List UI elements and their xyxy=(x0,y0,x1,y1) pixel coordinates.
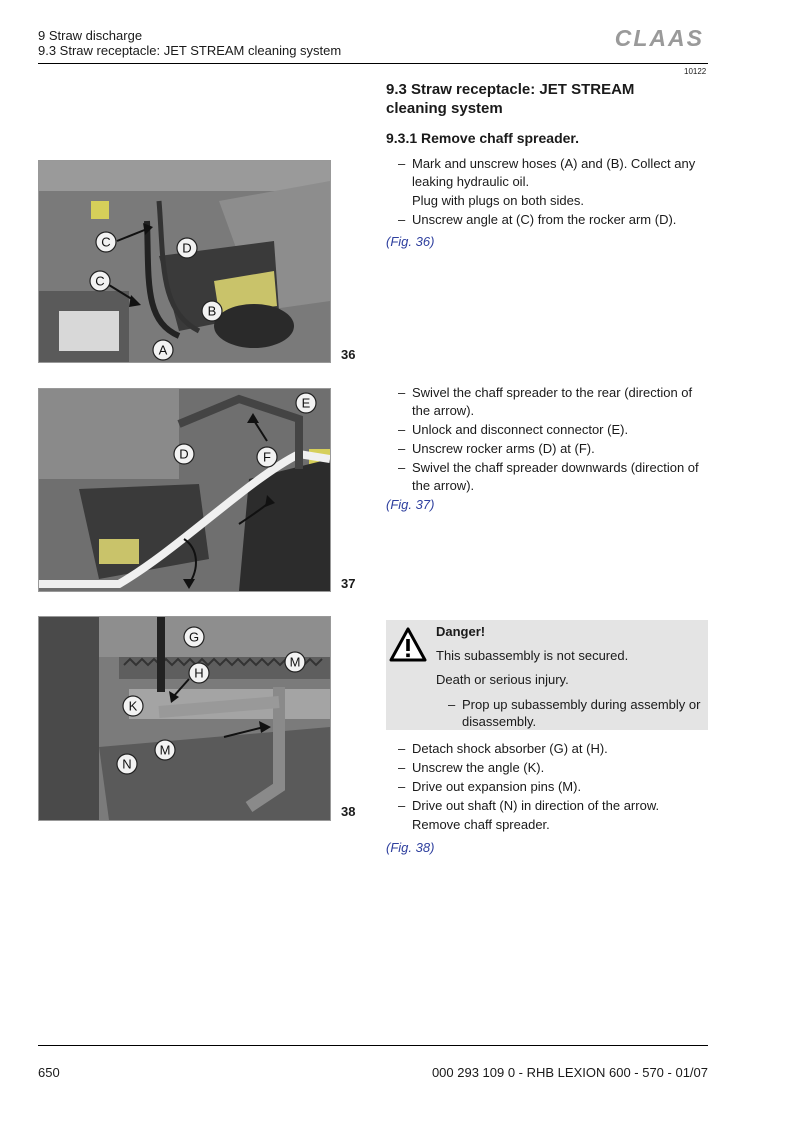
page-number: 650 xyxy=(38,1065,60,1080)
danger-text-2: Death or serious injury. xyxy=(436,672,569,687)
svg-text:E: E xyxy=(301,395,311,411)
step: Remove chaff spreader. xyxy=(412,817,550,832)
step: – Swivel the chaff spreader to the rear (direction of the arrow). xyxy=(398,385,693,418)
figure-37-image xyxy=(38,388,331,592)
figure-38-image xyxy=(38,616,331,821)
step: – Mark and unscrew hoses (A) and (B). Collect any leaking hydraulic oil. xyxy=(398,156,696,189)
step: – Unscrew the angle (K). xyxy=(398,760,545,775)
footer-document-id: 000 293 109 0 - RHB LEXION 600 - 570 - 01/07 xyxy=(431,1065,708,1080)
figure-number-38: 38 xyxy=(341,804,356,819)
danger-item: – Prop up subassembly during assembly or disassembly. xyxy=(448,697,701,729)
svg-text:D: D xyxy=(179,446,189,462)
doc-code: 10122 xyxy=(684,67,707,76)
step: – Unscrew angle at (C) from the rocker arm (D). xyxy=(398,212,677,227)
figure-reference-37[interactable]: (Fig. 37) xyxy=(386,497,435,512)
header-section: 9.3 Straw receptacle: JET STREAM cleaning system xyxy=(38,43,342,58)
step: – Unlock and disconnect connector (E). xyxy=(398,422,629,437)
svg-text:G: G xyxy=(188,629,200,645)
steps-block-2 xyxy=(386,384,708,496)
step: – Drive out shaft (N) in direction of the arrow. xyxy=(398,798,660,813)
danger-title: Danger! xyxy=(436,624,486,639)
figure-number-37: 37 xyxy=(341,576,356,591)
step: – Swivel the chaff spreader downwards (direction of the arrow). xyxy=(398,460,699,493)
step: – Unscrew rocker arms (D) at (F). xyxy=(398,441,595,456)
svg-text:A: A xyxy=(158,342,168,358)
footer-rule xyxy=(38,1045,708,1046)
svg-text:K: K xyxy=(128,698,138,714)
header-chapter: 9 Straw discharge xyxy=(38,28,143,43)
claas-logo xyxy=(604,24,708,52)
svg-text:B: B xyxy=(207,303,217,319)
figure-reference-36[interactable]: (Fig. 36) xyxy=(386,234,435,249)
step: – Drive out expansion pins (M). xyxy=(398,779,582,794)
subsection-title: 9.3.1 Remove chaff spreader. xyxy=(386,130,579,146)
step: Plug with plugs on both sides. xyxy=(412,193,584,208)
svg-text:F: F xyxy=(263,449,271,465)
step: – Detach shock absorber (G) at (H). xyxy=(398,741,608,756)
svg-text:M: M xyxy=(159,742,171,758)
figure-number-36: 36 xyxy=(341,347,356,362)
svg-text:CLAAS: CLAAS xyxy=(614,25,704,51)
svg-text:H: H xyxy=(194,665,204,681)
danger-text-1: This subassembly is not secured. xyxy=(436,648,629,663)
svg-text:C: C xyxy=(95,273,105,289)
figure-reference-38[interactable]: (Fig. 38) xyxy=(386,840,435,855)
header-rule xyxy=(38,63,708,64)
figure-36-image xyxy=(38,160,331,363)
svg-text:D: D xyxy=(182,240,192,256)
section-title: 9.3 Straw receptacle: JET STREAM cleaning system xyxy=(386,81,635,117)
svg-text:N: N xyxy=(122,756,132,772)
danger-list xyxy=(436,696,708,730)
steps-block-3 xyxy=(386,740,708,835)
svg-text:C: C xyxy=(101,234,111,250)
steps-block-1 xyxy=(386,155,708,230)
svg-text:M: M xyxy=(289,654,301,670)
warning-icon xyxy=(389,627,427,663)
